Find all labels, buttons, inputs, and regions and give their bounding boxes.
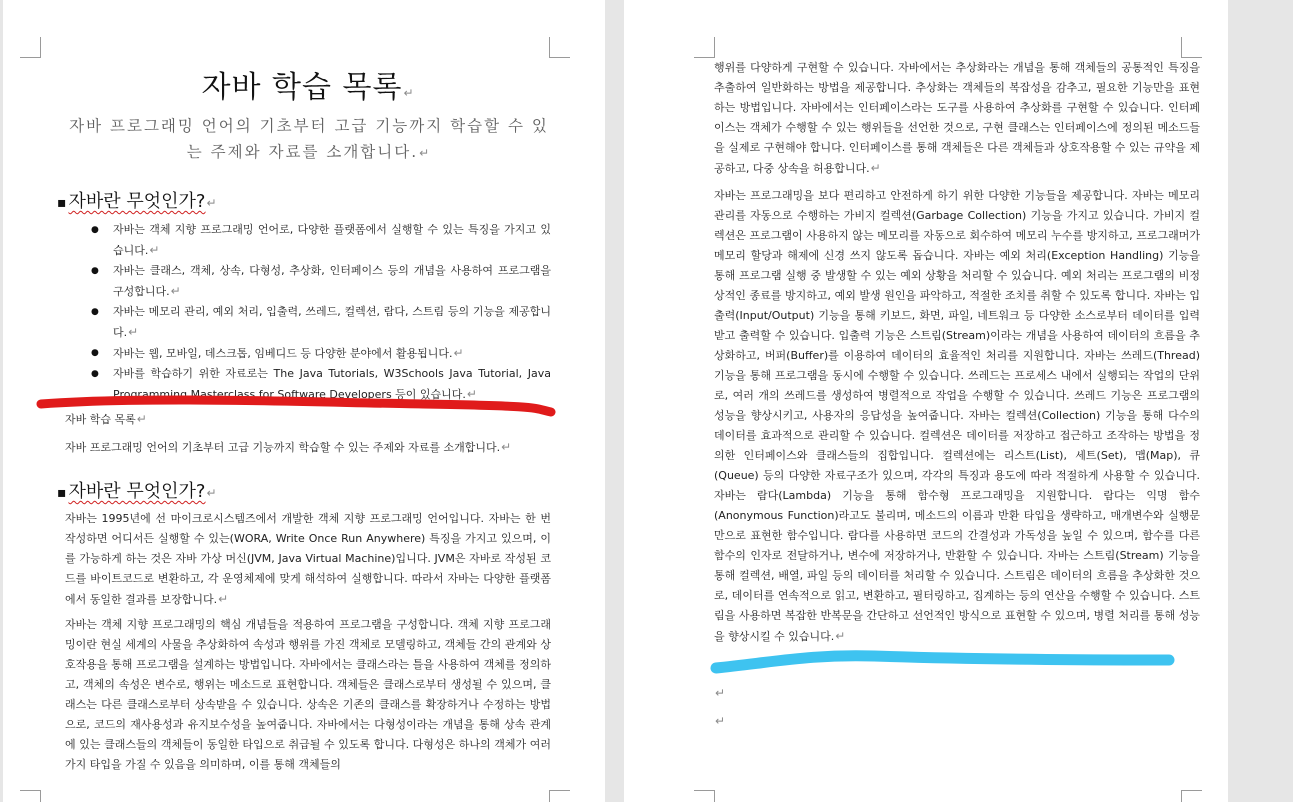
body-paragraph-1[interactable]: 자바는 1995년에 선 마이크로시스템즈에서 개발한 객체 지향 프로그래밍 언어입니다. 자바는 한 번 작성하면 어디서든 실행할 수 있는(WORA, Write Once Run Anywhere) 특징을 가지고 있으며, 이를 가능하게 하는 것은 자바 가상 머신(JVM, Java Virtual Machine)입니다. JVM은 자바로 작성된 코드를 바이트코드로 변환하고, 각 운영체제에 맞게 해석하여 실행합니다. 따라서 자바는 다양한 플랫폼에서 동일한 결과를 보장합니다.↵: [65, 512, 551, 606]
document-subtitle[interactable]: 자바 프로그래밍 언어의 기초부터 고급 기능까지 학습할 수 있는 주제와 자료를 소개합니다.↵: [69, 117, 549, 161]
body-paragraph-2[interactable]: 자바는 객체 지향 프로그래밍의 핵심 개념들을 적용하여 프로그램을 구성합니다. 객체 지향 프로그래밍이란 현실 세계의 사물을 추상화하여 속성과 행위를 가진 객체로 모델링하고, 객체들 간의 관계와 상호작용을 통해 프로그램을 설계하는 방법입니다. 자바에서는 클래스라는 틀을 사용하여 객체를 정의하고, 객체의 속성은 변수로, 행위는 메소드로 표현합니다. 객체들은 클래스로부터 생성될 수 있으며, 클래스는 다른 클래스로부터 상속받을 수 있습니다. 상속은 기존의 클래스를 확장하거나 수정하는 방법으로, 코드의 재사용성과 유지보수성을 높여줍니다. 자바에서는 다형성이라는 개념을 통해 상속 관계에 있는 클래스들의 객체들이 동일한 타입으로 취급될 수 있도록 합니다. 다형성은 하나의 객체가 여러 가지 타입을 가질 수 있음을 의미하며, 이를 통해 객체들의: [65, 618, 551, 771]
body-paragraph-3[interactable]: 행위를 다양하게 구현할 수 있습니다. 자바에서는 추상화라는 개념을 통해 객체들의 공통적인 특징을 추출하여 일반화하는 방법을 제공합니다. 추상화는 객체들의 복잡성을 감추고, 필요한 기능만을 표현하는 방법입니다. 자바에서는 인터페이스라는 도구를 사용하여 추상화를 구현할 수 있습니다. 인터페이스는 객체가 수행할 수 있는 행위들을 선언한 것으로, 구현 클래스는 인터페이스에 정의된 메소드들을 실제로 구현해야 합니다. 인터페이스를 통해 객체들은 다른 객체들과 상호작용할 수 있는 규약을 제공하고, 다중 상속을 허용합니다.↵: [714, 61, 1200, 175]
blue-annotation-stroke: [624, 0, 1228, 700]
list-item[interactable]: ● 자바를 학습하기 위한 자료로는 The Java Tutorials, W3Schools Java Tutorial, Java Programming Masterclass for Software Developers 등이 있습니다.↵: [91, 364, 551, 405]
empty-paragraph-mark[interactable]: ↵: [715, 714, 726, 728]
margin-corner-bottom-left: [694, 790, 715, 802]
empty-paragraph-mark[interactable]: ↵: [715, 686, 726, 700]
margin-corner-bottom-right: [549, 790, 570, 802]
document-page-1[interactable]: [3, 0, 605, 802]
list-item[interactable]: ● 자바는 웹, 모바일, 데스크톱, 임베디드 등 다양한 분야에서 활용됩니다.↵: [91, 343, 551, 364]
list-item[interactable]: ● 자바는 객체 지향 프로그래밍 언어로, 다양한 플랫폼에서 실행할 수 있는 특징을 가지고 있습니다.↵: [91, 220, 551, 261]
heading-what-is-java[interactable]: ▪ 자바란 무엇인가?↵: [57, 191, 217, 212]
plain-title-paragraph[interactable]: 자바 학습 목록↵: [65, 412, 147, 426]
page-gap: [605, 0, 624, 802]
document-page-2[interactable]: [624, 0, 1228, 802]
margin-corner-bottom-right: [1181, 790, 1202, 802]
vertical-scrollbar[interactable]: [1271, 0, 1293, 802]
margin-corner-bottom-left: [20, 790, 41, 802]
heading-what-is-java-2[interactable]: ▪ 자바란 무엇인가?↵: [57, 481, 217, 502]
body-paragraph-4[interactable]: 자바는 프로그래밍을 보다 편리하고 안전하게 하기 위한 다양한 기능들을 제공합니다. 자바는 메모리 관리를 자동으로 수행하는 가비지 컬렉션(Garbage Collection) 기능을 가지고 있습니다. 가비지 컬렉션은 프로그램이 사용하지 않는 메모리를 자동으로 회수하여 메모리 누수를 방지하고, 프로그래머가 메모리 할당과 해제에 신경 쓰지 않도록 돕습니다. 자바는 예외 처리(Exception Handling) 기능을 통해 프로그램 실행 중 발생할 수 있는 예외 상황을 처리할 수 있습니다. 예외 처리는 프로그램의 비정상적인 종료를 방지하고, 예외 발생 원인을 파악하고, 적절한 조치를 취할 수 있도록 합니다. 자바는 입출력(Input/Output) 기능을 통해 키보드, 화면, 파일, 네트워크 등 다양한 소스로부터 데이터를 입력받고 출력할 수 있습니다. 입출력 기능은 스트림(Stream)이라는 개념을 사용하여 데이터의 흐름을 추상화하고, 버퍼(Buffer)를 이용하여 데이터의 효율적인 처리를 지원합니다. 자바는 쓰레드(Thread) 기능을 통해 프로그램을 동시에 수행할 수 있습니다. 쓰레드는 프로세스 내에서 실행되는 작업의 단위로, 여러 개의 쓰레드를 생성하여 병렬적으로 작업을 수행할 수 있습니다. 쓰레드 기능은 프로그램의 성능을 향상시키고, 사용자의 응답성을 높여줍니다. 자바는 컬렉션(Collection) 기능을 통해 다수의 데이터를 효과적으로 관리할 수 있습니다. 컬렉션은 데이터를 저장하고 접근하고 조작하는 방법을 정의한 인터페이스와 클래스들의 집합입니다. 컬렉션에는 리스트(List), 세트(Set), 맵(Map), 큐(Queue) 등의 다양한 자료구조가 있으며, 각각의 특징과 용도에 따라 적절하게 사용할 수 있습니다. 자바는 람다(Lambda) 기능을 통해 함수형 프로그래밍을 지원합니다. 람다는 익명 함수(Anonymous Function)라고도 불리며, 메소드의 이름과 반환 타입을 생략하고, 매개변수와 실행문만으로 표현한 함수입니다. 람다를 사용하면 코드의 간결성과 가독성을 높일 수 있으며, 함수를 다른 함수의 인자로 전달하거나, 변수에 저장하거나, 반환할 수 있습니다. 자바는 스트림(Stream) 기능을 통해 컬렉션, 배열, 파일 등의 데이터를 처리할 수 있습니다. 스트림은 데이터의 흐름을 추상화한 것으로, 데이터를 연속적으로 읽고, 변환하고, 필터링하고, 집계하는 등의 연산을 수행할 수 있습니다. 스트림을 사용하면 복잡한 반복문을 간단하고 선언적인 방식으로 표현할 수 있으며, 병렬 처리를 통해 성능을 향상시킬 수 있습니다.↵: [714, 189, 1200, 643]
list-item[interactable]: ● 자바는 클래스, 객체, 상속, 다형성, 추상화, 인터페이스 등의 개념을 사용하여 프로그램을 구성합니다.↵: [91, 261, 551, 302]
document-title[interactable]: 자바 학습 목록↵: [201, 70, 415, 105]
plain-subtitle-paragraph[interactable]: 자바 프로그래밍 언어의 기초부터 고급 기능까지 학습할 수 있는 주제와 자료를 소개합니다.↵: [65, 440, 512, 454]
red-annotation-stroke: [3, 0, 605, 430]
list-item[interactable]: ● 자바는 메모리 관리, 예외 처리, 입출력, 쓰레드, 컬렉션, 람다, 스트림 등의 기능을 제공합니다.↵: [91, 302, 551, 343]
heading-bullet-icon: ▪: [57, 195, 67, 211]
heading-bullet-icon: ▪: [57, 485, 67, 501]
